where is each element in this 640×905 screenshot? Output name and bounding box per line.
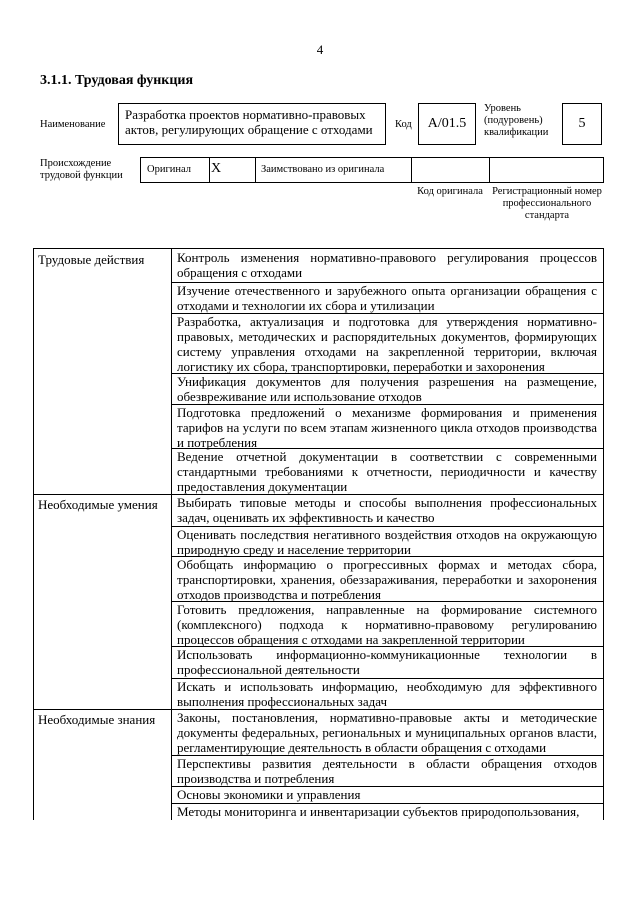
original-label: Оригинал (147, 164, 191, 175)
code-label: Код (395, 119, 412, 130)
table-left-border (33, 248, 34, 820)
page-number: 4 (316, 42, 324, 57)
table-right-border (603, 248, 604, 820)
list-item: Основы экономики и управления (177, 787, 361, 802)
list-item: Готовить предложения, направленные на формирование системного (комплексного) подхода к нормативно-правовому регулированию процессов обращения с отходами на закрепленной территории (177, 602, 597, 647)
section-label-knowledge: Необходимые знания (38, 712, 156, 727)
code-value: A/01.5 (427, 116, 467, 131)
level-value-box (562, 103, 602, 145)
list-item: Оценивать последствия негативного воздействия отходов на окружающую природную среду и население территории (177, 527, 597, 557)
section-label-skills: Необходимые умения (38, 497, 158, 512)
name-label: Наименование (40, 119, 106, 130)
level-value: 5 (578, 116, 586, 131)
list-item: Искать и использовать информацию, необходимую для эффективного выполнения профессиональных задач (177, 679, 597, 709)
original-mark: X (211, 161, 222, 176)
origin-label: Происхождение трудовой функции (40, 158, 123, 181)
list-item: Использовать информационно-коммуникационные технологии в профессиональной деятельности (177, 647, 597, 677)
level-label: Уровень (подуровень) квалификации (484, 103, 549, 138)
list-item: Законы, постановления, нормативно-правовые акты и методические документы федеральных, региональных и муниципальных органов власти, регламентирующие деятельность в области обращения с отходами (177, 710, 597, 755)
origin-mark-cell (209, 158, 256, 182)
table-top-border (33, 248, 604, 249)
section-label-actions: Трудовые действия (38, 252, 145, 267)
table-mid-border (171, 248, 172, 820)
list-item: Контроль изменения нормативно-правового регулирования процессов обращения с отходами (177, 250, 597, 280)
list-item: Разработка, актуализация и подготовка для утверждения нормативно-правовых, методических и распорядительных документов, формирующих систему управления отходами на закрепленной территории, включая логистику их сбора, транспортировки, переработки и захоронения (177, 314, 597, 374)
name-value: Разработка проектов нормативно-правовых актов, регулирующих обращение с отходами (125, 107, 373, 137)
origin-original-cell (141, 158, 210, 182)
list-item: Обобщать информацию о прогрессивных формах и методах сбора, транспортировки, хранения, обеззараживания, переработки и захоронения отходов производства и потребления (177, 557, 597, 602)
code-value-box (418, 103, 476, 145)
reg-number-caption: Регистрационный номер профессионального стандарта (492, 186, 602, 221)
list-item: Унификация документов для получения разрешения на размещение, обезвреживание или использование отходов (177, 374, 597, 404)
section-title: 3.1.1. Трудовая функция (40, 73, 194, 88)
list-item: Подготовка предложений о механизме формирования и применения тарифов на услуги по всем этапам жизненного цикла отходов производства и потребления (177, 405, 597, 450)
list-item: Изучение отечественного и зарубежного опыта организации обращения с отходами и технологии их сбора и утилизации (177, 283, 597, 313)
list-item: Выбирать типовые методы и способы выполнения профессиональных задач, оценивать их эффективность и качество (177, 495, 597, 525)
name-value-box (118, 103, 386, 145)
origin-code-cell (411, 158, 490, 182)
list-item: Ведение отчетной документации в соответствии с современными стандартными требованиями к отчетности, периодичности и качеству предоставления документации (177, 449, 597, 494)
borrowed-label: Заимствовано из оригинала (261, 164, 385, 175)
list-item: Методы мониторинга и инвентаризации субъектов природопользования, (177, 804, 580, 819)
origin-borrowed-cell (255, 158, 412, 182)
origin-table (140, 157, 604, 183)
code-original-caption: Код оригинала (417, 186, 483, 197)
list-item: Перспективы развития деятельности в области обращения отходов производства и потребления (177, 756, 597, 786)
